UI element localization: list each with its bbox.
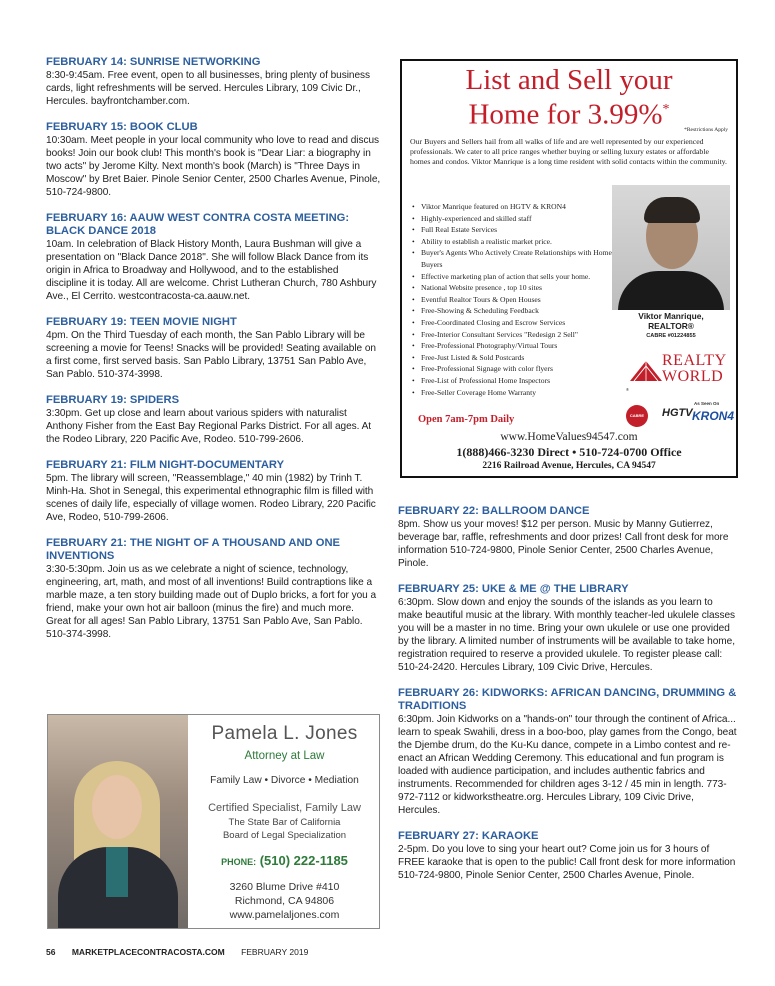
realty-service-item: • Eventful Realtor Tours & Open Houses [412,294,612,306]
realty-hours: Open 7am-7pm Daily [418,414,515,425]
realty-service-item: • Free-Just Listed & Sold Postcards [412,352,612,364]
event-title: FEBRUARY 22: BALLROOM DANCE [398,505,590,517]
realty-service-item: • Full Real Estate Services [412,224,612,236]
event-description: 3:30-5:30pm. Join us as we celebrate a night of science, technology, engineering, art, math, and most of all inventions! Build contraptions like a marble maze, a ten story building made out of Duplo bricks, a fort for you a friend, make your own hot air balloon (minus the fire) and much more. Great for all ages! San Pablo Library, 13751 San Pablo Ave, San Pablo. 510-374-3998. [46,564,377,640]
realty-service-item: • Free-Professional Signage with color flyers [412,363,612,375]
attorney-board: Board of Legal Specialization [222,830,347,841]
event-description: 6:30pm. Slow down and enjoy the sounds of the islands as you learn to make beautiful music at the library. With monthly teacher-led ukulele classes you will be a master in no time. Bring your own ukulele or use one provided by the library. A limited number of instruments will be available to take home, registration required to reserve a provided ukulele. To register please call: 510-24-2420. Hercules Library, 109 Civic Drive, Hercules. [398,597,736,673]
event-description: 8:30-9:45am. Free event, open to all businesses, bring plenty of business cards, light refreshments will be served. Hercules Library, 109 Civic Dr., Hercules. bayfrontchamber.com. [46,70,371,107]
event-item [46,56,381,108]
attorney-role: Attorney at Law [244,750,325,762]
realty-service-item: • Free-Interior Consultant Services "Redesign 2 Sell" [412,329,612,341]
realty-headline-line-2: Home for 3.99% [468,98,663,131]
attorney-phone-number[interactable]: (510) 222-1185 [259,853,348,868]
realty-world-tm: ® [626,387,629,392]
agent-photo [612,185,730,310]
event-item [46,394,381,446]
event-title: FEBRUARY 21: THE NIGHT OF A THOUSAND AND ONE INVENTIONS [46,537,340,562]
event-item [46,212,381,303]
event-item [46,121,381,199]
attorney-photo [48,715,188,929]
realty-address: 2216 Railroad Avenue, Hercules, CA 94547 [482,461,656,471]
realty-service-item: • Free-Showing & Scheduling Feedback [412,305,612,317]
realty-world-wordmark: REALTY WORLD [662,352,727,385]
attorney-certification: Certified Specialist, Family Law [208,802,361,814]
event-description: 3:30pm. Get up close and learn about various spiders with naturalist Anthony Fisher from the East Bay Regional Parks District. For all ages. At the Rodeo Library, 220 Pacific Ave, Rodeo. 510-799-2606. [46,408,372,445]
event-description: 6:30pm. Join Kidworks on a "hands-on" tour through the continent of Africa... learn to speak Swahili, dress in a boo-boo, play games from the Congo, beat the Djembe drum, do the Ku-Ku dance, compete in a Limbo contest and re-enact an African Wedding Ceremony. This educational and fun program is loaded with audience participation, and includes authentic fabrics and instruments. Recommended for children ages 3-12 / 45 min in length. 773-972-7112 or kidworkstheatre.org. Hercules Library, 109 Civic Drive, Hercules. [398,714,737,816]
realty-service-item: • Ability to establish a realistic market price. [412,236,612,248]
cabre-badge-icon: CABRE [626,405,648,427]
realty-service-item: • Effective marketing plan of action that sells your home. [412,271,612,283]
realty-website[interactable]: www.HomeValues94547.com [500,431,638,443]
page-number: 56 [46,947,56,957]
realty-headline-mark: * [662,102,670,117]
event-item [398,583,738,674]
event-title: FEBRUARY 19: SPIDERS [46,394,180,406]
realty-service-item: • National Website presence , top 10 sites [412,282,612,294]
media-logos [622,401,735,431]
attorney-city: Richmond, CA 94806 [234,895,335,907]
agent-name-block [612,311,730,331]
event-title: FEBRUARY 16: AAUW WEST CONTRA COSTA MEETING: BLACK DANCE 2018 [46,212,350,237]
event-title: FEBRUARY 15: BOOK CLUB [46,121,198,133]
realty-service-item: • Highly-experienced and skilled staff [412,213,612,225]
page-footer [46,947,322,957]
left-event-column [46,56,381,654]
event-item [46,537,381,641]
attorney-website[interactable]: www.pamelaljones.com [229,909,340,921]
realty-world-ad [400,59,738,478]
event-item [398,830,738,882]
event-title: FEBRUARY 14: SUNRISE NETWORKING [46,56,261,68]
hgtv-logo-icon: HGTV [662,407,693,419]
realty-service-item: • Buyer's Agents Who Actively Create Relationships with Home Buyers [412,247,612,270]
attorney-phone-label: PHONE: [221,857,257,867]
realty-service-item: • Free-Professional Photography/Virtual Tours [412,340,612,352]
right-event-column [398,505,738,895]
realty-services-list [412,201,612,398]
realty-intro: Our Buyers and Sellers hail from all walks of life and are well represented by our experienced professionals. We cater to all price ranges whether buying or selling luxury estates or affordable homes and condos. Viktor Manrique is a long time resident with solid contacts within the community. [410,136,727,166]
realty-service-item: • Viktor Manrique featured on HGTV & KRON4 [412,201,612,213]
event-title: FEBRUARY 27: KARAOKE [398,830,539,842]
realty-headline [402,65,736,130]
event-item [398,505,738,570]
attorney-practice-areas: Family Law • Divorce • Mediation [210,775,359,786]
realty-service-item: • Free-Seller Coverage Home Warranty [412,387,612,399]
event-description: 10:30am. Meet people in your local community who love to read and discus books! Join our book club! This month's book is "Dear Liar: a biography in two acts" by Jerome Kilty. Next month's book (March) is "Three Days in Moscow" by Bret Baier. Pinole Senior Center, 2500 Charles Avenue, Pinole, 510-724-9800. [46,135,381,198]
as-seen-on-label: As Seen On [694,401,720,406]
realty-service-item: • Free-Coordinated Closing and Escrow Services [412,317,612,329]
event-title: FEBRUARY 26: KIDWORKS: AFRICAN DANCING, DRUMMING & TRADITIONS [398,687,737,712]
event-description: 4pm. On the Third Tuesday of each month, the San Pablo Library will be screening a movie for Teens! Snacks will be provided! Seating available on a first come, first served basis. San Pablo Library, 13751 San Pablo Ave, San Pablo. 510-374-3998. [46,330,376,380]
event-title: FEBRUARY 19: TEEN MOVIE NIGHT [46,316,237,328]
event-description: 2-5pm. Do you love to sing your heart out? Come join us for 3 hours of FREE karaoke that is open to the public! Call front desk for more information 510-724-9800, Pinole Senior Center, 2500 Charles Avenue, Pinole. [398,844,736,881]
attorney-name: Pamela L. Jones [211,723,358,744]
agent-name: Viktor Manrique, [638,311,704,321]
attorney-ad [47,714,380,929]
realty-restrictions: *Restrictions Apply [684,126,728,133]
footer-issue: FEBRUARY 2019 [241,947,309,957]
event-description: 5pm. The library will screen, "Reassemblage," 40 min (1982) by Trinh T. Minh-Ha. Shot in Senegal, this experimental ethnographic film is filled with scenes of daily life, especially of village women. Rodeo Library, 220 Pacific Ave, Rodeo, 510-799-2606. [46,473,376,523]
event-description: 10am. In celebration of Black History Month, Laura Bushman will give a presentation on "Black Dance 2018". She will follow Black Dance from its origin in Africa to Broadway and Hollywood, and to the established discipline it is today. All are welcome. Christ Lutheran Church, 780 Ashbury Ave., El Cerrito. westcontracosta-ca.aauw.net. [46,239,377,302]
event-item [46,316,381,381]
attorney-street: 3260 Blume Drive #410 [229,881,340,893]
realty-headline-line-1: List and Sell your [465,64,673,96]
attorney-state-bar: The State Bar of California [228,817,341,828]
event-title: FEBRUARY 25: UKE & ME @ THE LIBRARY [398,583,629,595]
attorney-phone [188,853,380,868]
kron4-logo-icon: KRON4 [692,409,735,423]
event-item [46,459,381,524]
agent-title: REALTOR® [648,321,694,331]
footer-site: MARKETPLACECONTRACOSTA.COM [71,947,225,957]
agent-license: CABRE #01224855 [646,333,696,339]
event-item [398,687,738,817]
event-title: FEBRUARY 21: FILM NIGHT-DOCUMENTARY [46,459,285,471]
realty-service-item: • Free-List of Professional Home Inspectors [412,375,612,387]
realty-phones: 1(888)466-3230 Direct • 510-724-0700 Office [456,445,682,459]
event-description: 8pm. Show us your moves! $12 per person. Music by Manny Gutierrez, beverage bar, raffle, refreshments and door prizes! Call front desk for more information 510-724-9800, Pinole Senior Center, 2500 Charles Avenue, Pinole. [398,519,729,569]
